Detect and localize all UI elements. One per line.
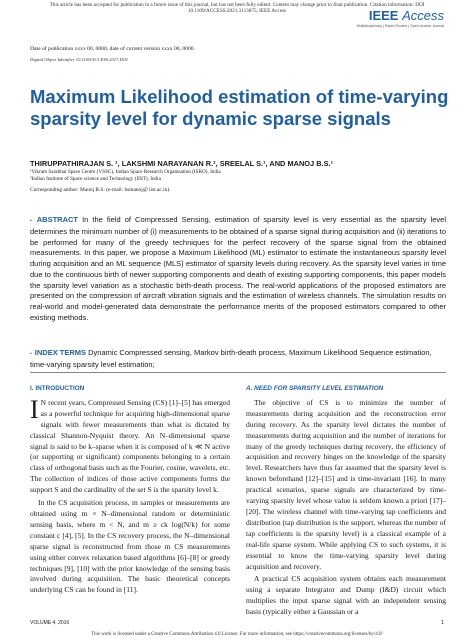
- section-heading-introduction: I. INTRODUCTION: [30, 385, 85, 392]
- index-terms-label: INDEX TERMS: [34, 348, 87, 357]
- affiliation-1: ¹Vikram Sarabhai Space Centre (VSSC), Indian Space Research Organisation (ISRO), India: [30, 169, 221, 175]
- header-notice-text: This article has been accepted for publication in a future issue of this journal, but has not been fully edited. Content may change prior to final publication. Citation information: DOI: [49, 2, 425, 8]
- journal-logo: [369, 8, 444, 23]
- paper-title: Maximum Likelihood estimation of time-varying sparsity level for dynamic sparse signals: [30, 86, 449, 129]
- need-paragraph-1: The objective of CS is to minimize the number of measurements during acquisition and the reconstruction error during recovery. As the sparsity level dictates the number of measurements during acquisition and the number of iterations for many of the greedy techniques during recovery, the efficiency of acquisition and recovery hinges on the knowledge of the sparsity level. Researchers have thus far assumed that the sparsity level is known beforehand [12]–[15] and is time-invariant [16]. In many practical scenarios, sparse signals are characterized by time-varying sparsity level whose value is seldom known a priori [17]–[20]. The wireless channel with time-varying tap coefficients and distribution (tap distribution is the support, whereas the number of tap coefficients is the sparsity level) is a classical example of a real-life sparse system. While applying CS to such systems, it is essential to know the time-varying sparsity level during acquisition and recovery.: [246, 397, 446, 571]
- index-terms: [30, 348, 446, 371]
- right-column: [246, 384, 446, 618]
- section-marker-icon: ▪: [30, 351, 32, 357]
- logo-main: IEEE: [368, 8, 399, 23]
- need-paragraph-2: A practical CS acquisition system obtains each measurement using a separate Integrator and Dump (I&D) circuit which multiplies the input sparse signal with an independent sensing basis (typically either a Gaussian or a: [246, 574, 446, 617]
- section-heading-need: A. NEED FOR SPARSITY LEVEL ESTIMATION: [246, 385, 384, 392]
- logo-accent: Access: [402, 8, 444, 23]
- footer-volume: VOLUME 4, 2016: [30, 620, 70, 626]
- abstract: [30, 215, 446, 324]
- drop-cap: I: [30, 394, 39, 424]
- publication-dates: Date of publication xxxx 00, 0000, date of current version xxxx 00, 0000.: [30, 46, 195, 52]
- logo-tagline: Multidisciplinary | Rapid Review | Open Access Journal: [356, 24, 444, 28]
- section-marker-icon: ▪: [30, 218, 34, 224]
- index-terms-text: Dynamic Compressed sensing, Markov birth-death process, Maximum Likelihood Sequence estimation, time-varying sparsity level estimation;: [30, 348, 432, 369]
- left-column: [30, 384, 230, 596]
- section-divider: [30, 372, 446, 373]
- author-list: THIRUPPATHIRAJAN S. ¹, LAKSHMI NARAYANAN R.², SREELAL S.¹, AND MANOJ B.S.¹: [30, 159, 334, 168]
- intro-paragraph-1-text: N recent years, Compressed Sensing (CS) [1]–[5] has emerged as a powerful technique for acquiring high-dimensional sparse signals with fewer measurements than what is dictated by classical Shannon-Nyquist theory. An N–dimensional sparse signal is said to be k–sparse when it is composed of k ≪ N active (or supporting or significant) components belonging to a certain class of orthogonal basis such as the Fourier, cosine, wavelets, etc. The collection of indices of those active components forms the support S and the cardinality of the set S is the sparsity level k.: [30, 397, 230, 495]
- affiliation-2: ²Indian Institute of Space science and Technology (IIST), India: [30, 175, 161, 182]
- footer-license: This work is licensed under a Creative Commons Attribution 4.0 License. For more information, see https://creativecommons.org/licenses/by/4.0/: [91, 632, 383, 637]
- corresponding-author: Corresponding author: Manoj B.S. (e-mail: bsmanoj@ iist.ac.in).: [30, 187, 171, 193]
- abstract-label: ABSTRACT: [36, 215, 79, 224]
- intro-paragraph-1: [30, 394, 230, 496]
- header-notice-doi: 10.1109/ACCESS.2021.3113875, IEEE Access: [187, 8, 287, 15]
- intro-paragraph-2: In the CS acquisition process, m samples or measurements are obtained using m × N–dimensional random or deterministic sensing basis, where m < N, and m ≥ ck log(N/k) for some constant c [4], [5]. In the CS recovery process, the N–dimensional sparse signal is reconstructed from those m CS measurements using either convex relaxation based algorithms [6]–[8] or greedy techniques [9], [10] with the prior knowledge of the sensing basis involved during acquisition. The basic theoretical concepts underlying CS can be found in [11].: [30, 498, 230, 595]
- abstract-text: In the field of Compressed Sensing, estimation of sparsity level is very essential as the sparsity level determines the minimum number of (i) measurements to be obtained of a sparse signal during acquisition and (ii) iterations to be performed for many of the greedy techniques for the perfect recovery of the sparse signal from the obtained measurements. In this paper, we propose a Maximum Likelihood (ML) estimator to estimate the instantaneous sparsity level during acquisition and an ML sequence (MLS) estimator of sparsity levels during recovery. As the sparsity level varies in time due to the continuous birth of newer supporting components and death of existing supporting components, this paper models the sparsity level variation as a stochastic birth-death process. The real-world applications of the proposed estimators are presented on the compression of aircraft vibration signals and the estimation of wireless channels. The simulation results on real-world and model-generated data demonstrate the performance merits of the proposed estimators compared to other existing methods.: [30, 215, 446, 322]
- affiliations: [30, 169, 221, 182]
- footer-page-number: 1: [441, 620, 444, 626]
- doi-line: Digital Object Identifier 10.1109/ACCESS.2017.DOI: [30, 57, 128, 62]
